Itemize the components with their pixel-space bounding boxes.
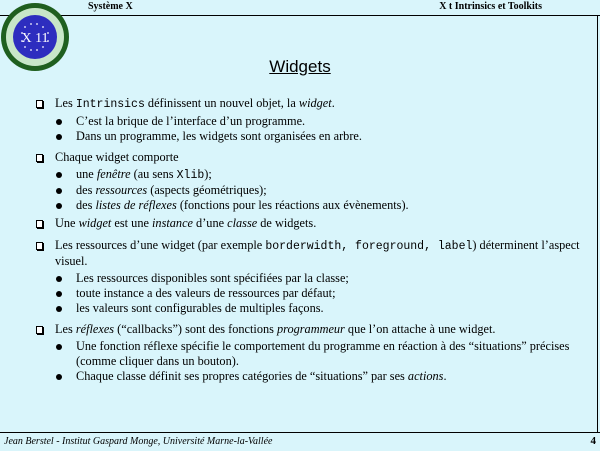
text-run: Les ressources d’une widget (par exemple [55, 237, 266, 252]
text-run: ) déterminent l’aspect visuel. [55, 237, 580, 268]
sub-bullet-item [36, 271, 590, 286]
text-run: ); [204, 166, 212, 181]
text-run: C’est la brique de l’interface d’un programme. [76, 114, 306, 129]
sub-bullet-item [36, 198, 590, 213]
round-bullet-icon [56, 291, 62, 297]
round-bullet-icon [56, 119, 62, 125]
text-run: . [443, 369, 447, 384]
sub-bullet-item [36, 167, 590, 183]
text-run: listes de réflexes [95, 198, 177, 213]
header-left: Système X [88, 1, 133, 12]
square-bullet-icon [36, 220, 43, 228]
sub-bullet-item [36, 114, 590, 129]
text-run: Intrinsics [75, 98, 145, 111]
text-run: toute instance a des valeurs de ressources par défaut; [76, 286, 336, 301]
text-run: ressources [95, 183, 148, 198]
sub-bullet-item [36, 339, 590, 369]
text-run: une [76, 166, 97, 181]
header-right: X t Intrinsics et Toolkits [439, 1, 542, 12]
sub-bullet-item [36, 286, 590, 301]
sub-bullet-item [36, 301, 590, 316]
text-run: d’une [192, 216, 228, 231]
text-run: Les [55, 321, 76, 336]
round-bullet-icon [56, 344, 62, 350]
slide-title: Widgets [269, 57, 331, 76]
round-bullet-icon [56, 172, 62, 178]
text-run: de widgets. [257, 216, 317, 231]
text-run: les valeurs sont configurables de multiples façons. [76, 301, 324, 316]
sub-bullet-item [36, 129, 590, 144]
text-run: Une [55, 216, 79, 231]
text-run: des [76, 198, 96, 213]
footer-author: Jean Berstel - Institut Gaspard Monge, Université Marne-la-Vallée [4, 436, 273, 447]
text-run: classe [227, 216, 258, 231]
square-bullet-icon [36, 326, 43, 334]
bullet-item [36, 322, 590, 337]
square-bullet-icon [36, 100, 43, 108]
bullet-item [36, 96, 590, 112]
square-bullet-icon [36, 154, 43, 162]
round-bullet-icon [56, 374, 62, 380]
round-bullet-icon [56, 188, 62, 194]
text-run: Chaque widget comporte [55, 149, 179, 164]
slide-footer [0, 432, 600, 451]
text-run: fenêtre [96, 166, 131, 181]
bullet-item [36, 238, 590, 269]
sub-bullet-item [36, 183, 590, 198]
bullet-item [36, 150, 590, 165]
slide-header [0, 0, 600, 16]
text-run: widget [298, 96, 332, 110]
text-run: . [331, 96, 335, 110]
text-run: (“callbacks”) sont des fonctions [114, 321, 277, 336]
page-number: 4 [590, 435, 596, 447]
text-run: est une [111, 216, 152, 231]
text-run: (aspects géométriques); [147, 183, 267, 198]
text-run: Dans un programme, les widgets sont organisées en arbre. [76, 129, 362, 144]
text-run: programmeur [276, 321, 345, 336]
text-run: Xlib [176, 168, 205, 182]
round-bullet-icon [56, 306, 62, 312]
text-run: instance [152, 216, 193, 231]
text-run: actions [407, 369, 444, 384]
slide-content [36, 96, 590, 384]
text-run: borderwidth, foreground, label [265, 239, 473, 253]
text-run: des [76, 183, 96, 198]
text-run: que l’on attache à une widget. [344, 321, 496, 336]
text-run: Une fonction réflexe spécifie le comportement du programme en réaction à des “situations” précises (comme cliquer dans un bouton). [76, 338, 570, 369]
text-run: (fonctions pour les réactions aux évènements). [176, 198, 409, 213]
text-run: (au sens [130, 166, 177, 181]
bullet-item [36, 216, 590, 231]
sub-bullet-item [36, 369, 590, 384]
round-bullet-icon [56, 276, 62, 282]
frame-right [597, 15, 598, 432]
logo-text: X 11 [21, 31, 49, 46]
text-run: définissent un nouvel objet, la [144, 96, 299, 110]
text-run: Chaque classe définit ses propres catégories de “situations” par ses [76, 369, 408, 384]
text-run: Les [55, 96, 76, 110]
text-run: Les ressources disponibles sont spécifiées par la classe; [76, 271, 349, 286]
round-bullet-icon [56, 134, 62, 140]
text-run: widget [78, 216, 112, 231]
round-bullet-icon [56, 203, 62, 209]
square-bullet-icon [36, 242, 43, 250]
text-run: réflexes [75, 321, 115, 336]
